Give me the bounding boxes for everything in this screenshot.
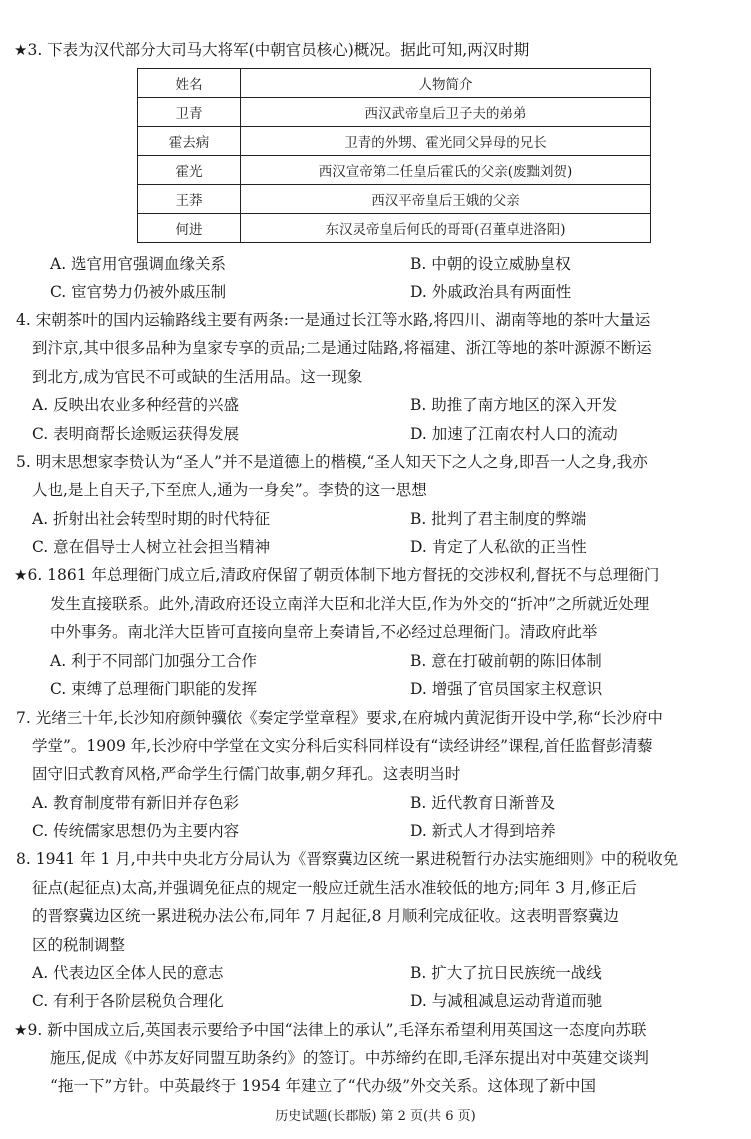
table-cell-intro: 卫青的外甥、霍光同父异母的兄长 <box>241 127 651 156</box>
q3-option-b[interactable]: B. 中朝的设立威胁皇权 <box>410 255 571 273</box>
star-icon: ★ <box>14 41 28 59</box>
q4-option-d[interactable]: D. 加速了江南农村人口的流动 <box>410 425 618 443</box>
table-cell-name: 霍去病 <box>138 127 241 156</box>
q5-option-b[interactable]: B. 批判了君主制度的弊端 <box>410 510 587 528</box>
q6-option-c[interactable]: C. 束缚了总理衙门职能的发挥 <box>50 680 258 698</box>
q5-option-d[interactable]: D. 肯定了人私欲的正当性 <box>410 538 587 556</box>
q8-option-d[interactable]: D. 与减租减息运动背道而驰 <box>410 992 603 1010</box>
q9-stem-line: “拖一下”方针。中英最终于 1954 年建立了“代办级”外交关系。这体现了新中国 <box>50 1077 596 1095</box>
table-cell-intro: 西汉武帝皇后卫子夫的弟弟 <box>241 98 651 127</box>
q6-stem-line: 中外事务。南北洋大臣皆可直接向皇帝上奏请旨,不必经过总理衙门。清政府此举 <box>50 623 598 641</box>
q3-stem <box>14 40 529 60</box>
star-icon: ★ <box>14 1021 28 1039</box>
q6-stem-text: 6. 1861 年总理衙门成立后,清政府保留了朝贡体制下地方督抚的交涉权利,督抚不与总理衙门 <box>27 566 660 584</box>
q4-stem-line: 到汴京,其中很多品种为皇家专享的贡品;二是通过陆路,将福建、浙江等地的茶叶源源不断运 <box>32 339 652 357</box>
q3-stem-text: 3. 下表为汉代部分大司马大将军(中朝官员核心)概况。据此可知,两汉时期 <box>27 41 530 59</box>
q5-option-c[interactable]: C. 意在倡导士人树立社会担当精神 <box>32 538 271 556</box>
table-row <box>138 98 651 127</box>
q8-option-a[interactable]: A. 代表边区全体人民的意志 <box>32 964 224 982</box>
q7-option-a[interactable]: A. 教育制度带有新旧并存色彩 <box>32 794 240 812</box>
q7-option-d[interactable]: D. 新式人才得到培养 <box>410 822 556 840</box>
q8-stem-line: 的晋察冀边区统一累进税办法公布,同年 7 月起征,8 月顺利完成征收。这表明晋察冀边 <box>32 907 619 925</box>
q5-stem-line: 5. 明末思想家李贽认为“圣人”并不是道德上的楷模,“圣人知天下之人之身,即吾一人之身,我亦 <box>16 453 648 471</box>
page-footer: 历史试题(长郡版) 第 2 页(共 6 页) <box>275 1109 476 1124</box>
q7-option-c[interactable]: C. 传统儒家思想仍为主要内容 <box>32 822 240 840</box>
table-cell-name: 霍光 <box>138 156 241 185</box>
q8-stem-line: 区的税制调整 <box>32 936 126 954</box>
q6-option-a[interactable]: A. 利于不同部门加强分工合作 <box>50 652 258 670</box>
q3-option-d[interactable]: D. 外戚政治具有两面性 <box>410 283 572 301</box>
q4-option-b[interactable]: B. 助推了南方地区的深入开发 <box>410 396 618 414</box>
q7-option-b[interactable]: B. 近代教育日渐普及 <box>410 794 556 812</box>
q6-option-d[interactable]: D. 增强了官员国家主权意识 <box>410 680 603 698</box>
q6-stem-line <box>14 565 659 585</box>
table-header-row <box>138 69 651 98</box>
q3-table <box>137 68 651 243</box>
q4-stem-line: 到北方,成为官民不可或缺的生活用品。这一现象 <box>32 368 363 386</box>
star-icon: ★ <box>14 566 28 584</box>
table-header-intro: 人物简介 <box>241 69 651 98</box>
table-row <box>138 214 651 243</box>
q8-option-c[interactable]: C. 有利于各阶层税负合理化 <box>32 992 224 1010</box>
q3-option-a[interactable]: A. 选官用官强调血缘关系 <box>50 255 227 273</box>
q7-stem-line: 7. 光绪三十年,长沙知府颜钟骥依《奏定学堂章程》要求,在府城内黄泥街开设中学,称“长沙府中 <box>16 709 663 727</box>
q6-option-b[interactable]: B. 意在打破前朝的陈旧体制 <box>410 652 602 670</box>
table-cell-name: 王莽 <box>138 185 241 214</box>
q4-option-a[interactable]: A. 反映出农业多种经营的兴盛 <box>32 396 240 414</box>
q4-stem-line: 4. 宋朝茶叶的国内运输路线主要有两条:一是通过长江等水路,将四川、湖南等地的茶叶大量运 <box>16 311 651 329</box>
q7-stem-line: 固守旧式教育风格,严命学生行儒门故事,朝夕拜孔。这表明当时 <box>32 765 461 783</box>
q8-stem-line: 8. 1941 年 1 月,中共中央北方分局认为《晋察冀边区统一累进税暂行办法实施细则》中的税收免 <box>16 850 679 868</box>
q4-option-c[interactable]: C. 表明商帮长途贩运获得发展 <box>32 425 240 443</box>
table-cell-intro: 东汉灵帝皇后何氏的哥哥(召董卓进洛阳) <box>241 214 651 243</box>
q5-stem-line: 人也,是上自天子,下至庶人,通为一身矣”。李贽的这一思想 <box>32 481 427 499</box>
table-cell-intro: 西汉宣帝第二任皇后霍氏的父亲(废黜刘贺) <box>241 156 651 185</box>
q9-stem-line <box>14 1020 646 1040</box>
q5-option-a[interactable]: A. 折射出社会转型时期的时代特征 <box>32 510 271 528</box>
q8-stem-line: 征点(起征点)太高,并强调免征点的规定一般应迁就生活水准较低的地方;同年 3 月,修正后 <box>32 879 637 897</box>
q6-stem-line: 发生直接联系。此外,清政府还设立南洋大臣和北洋大臣,作为外交的“折冲”之所就近处理 <box>50 595 650 613</box>
table-row <box>138 156 651 185</box>
table-cell-intro: 西汉平帝皇后王娥的父亲 <box>241 185 651 214</box>
q9-stem-text: 9. 新中国成立后,英国表示要给予中国“法律上的承认”,毛泽东希望利用英国这一态度向苏联 <box>27 1021 647 1039</box>
q8-option-b[interactable]: B. 扩大了抗日民族统一战线 <box>410 964 602 982</box>
table-row <box>138 127 651 156</box>
q3-option-c[interactable]: C. 宦官势力仍被外戚压制 <box>50 283 227 301</box>
table-header-name: 姓名 <box>138 69 241 98</box>
q7-stem-line: 学堂”。1909 年,长沙府中学堂在文实分科后实科同样设有“读经讲经”课程,首任监督彭清藜 <box>32 737 653 755</box>
table-cell-name: 何进 <box>138 214 241 243</box>
table-cell-name: 卫青 <box>138 98 241 127</box>
table-row <box>138 185 651 214</box>
q9-stem-line: 施压,促成《中苏友好同盟互助条约》的签订。中苏缔约在即,毛泽东提出对中英建交谈判 <box>50 1049 649 1067</box>
